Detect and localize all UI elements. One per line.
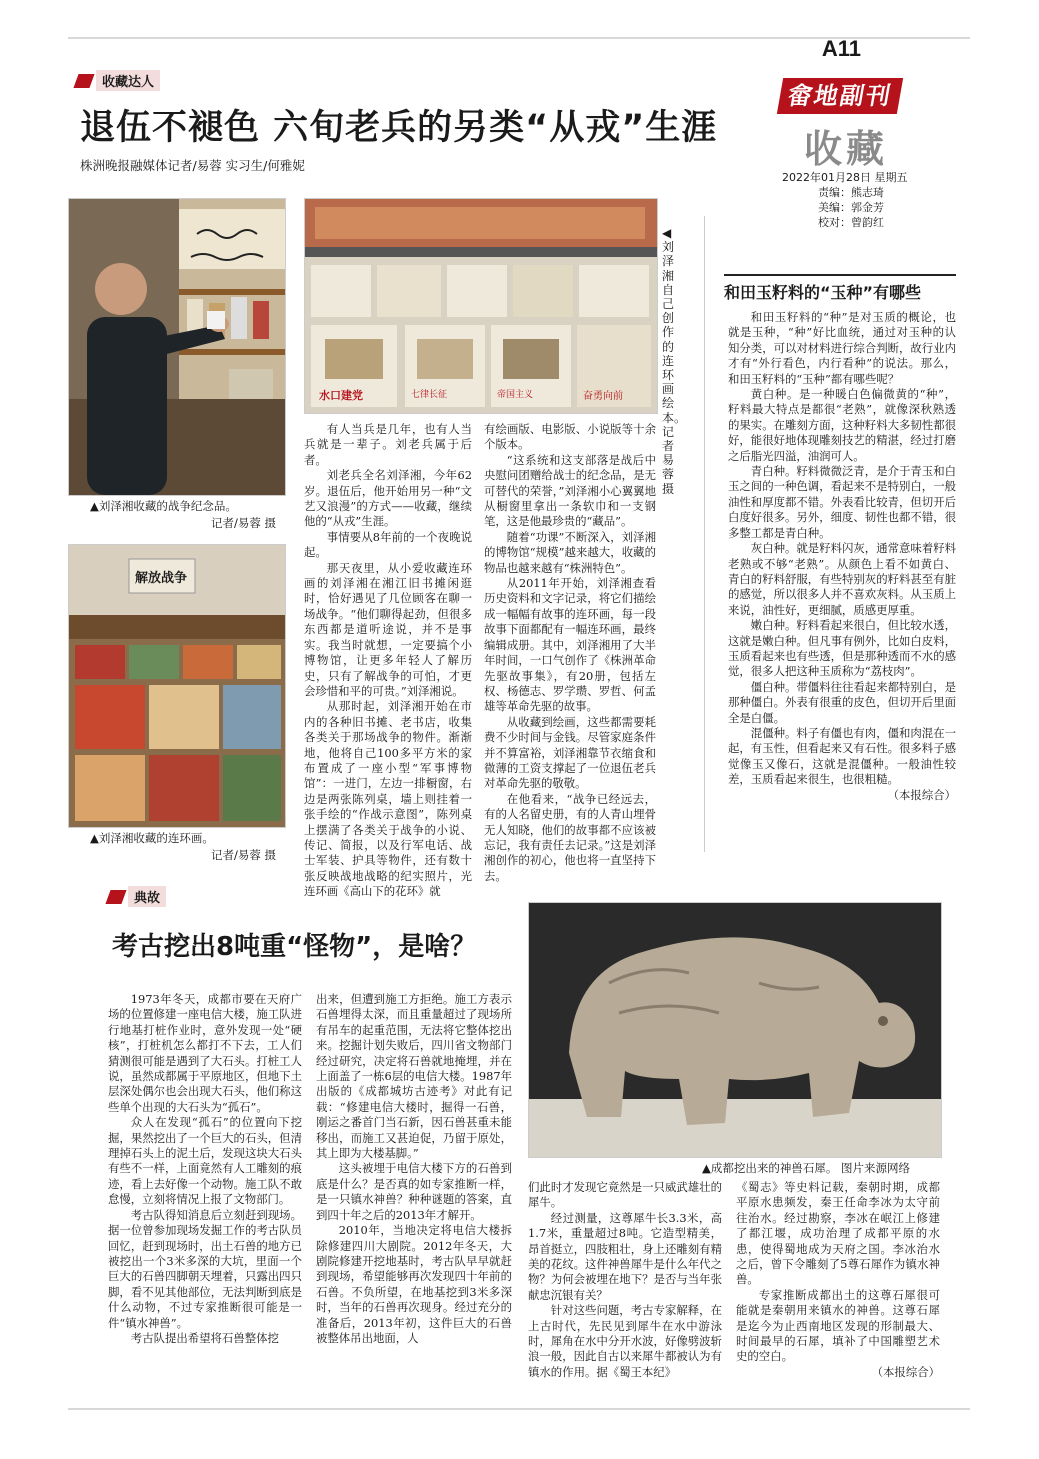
proofreader: 校对：曾韵红 bbox=[818, 216, 884, 229]
comic-sign-2: 七律长征 bbox=[411, 390, 448, 400]
paragraph: 从2011年开始，刘泽湘查看历史资料和文字记录，将它们描绘成一幅幅有故事的连环画，每一段故事下面都配有一幅连环画，最终编辑成册。其中，刘泽湘用了大半年时间，一口气创作了《株洲革命先驱故事集》，有20册，包括左权、杨德志、罗学瓒、罗哲、何孟雄等革命先驱的故事。 bbox=[484, 576, 656, 714]
editor: 责编：熊志琦 bbox=[818, 186, 884, 199]
story1-column-2 bbox=[484, 422, 656, 883]
paragraph: 2010年，当地决定将电信大楼拆除修建四川大剧院。2012年冬天，大剧院修建开挖地基时，考古队早早就赶到现场，希望能够再次发现四十年前的石兽。不负所望，在地基挖到3米多深时，当年的石兽再次现身。经过充分的准备后，2013年初，这件巨大的石兽被整体吊出地面，人 bbox=[316, 1223, 512, 1345]
paragraph: 灰白种。就是籽料闪灰，通常意味着籽料老熟或不够“老熟”。从颜色上看不如黄白、青白的籽料舒服，有些特别灰的籽料甚至有脏的感觉，所以很多人并不喜欢灰料。从玉质上来说，油性好，更细腻，质感更厚重。 bbox=[728, 541, 956, 617]
paragraph: （本报综合） bbox=[871, 1364, 940, 1379]
date-line: 2022年01月28日 星期五 bbox=[782, 171, 908, 184]
paragraph: 针对这些问题，考古专家解释，在上古时代，先民见到犀牛在水中游泳时，犀角在水中分开水波，好像劈波斩浪一般，因此自古以来犀牛都被认为有镇水的作用。据《蜀王本纪》 bbox=[528, 1303, 722, 1379]
paragraph: 众人在发现“孤石”的位置向下挖掘，果然挖出了一个巨大的石头，但清理掉石头上的泥土后，发现这块大石头有些不一样，上面竟然有人工雕刻的痕迹，看上去好像一个动物。施工队不敢怠慢，立刻将情况上报了文物部门。 bbox=[108, 1115, 302, 1207]
comic-sign-1: 水口建党 bbox=[319, 389, 363, 402]
paragraph: 有绘画版、电影版、小说版等十余个版本。 bbox=[484, 422, 656, 452]
paragraph: 经过测量，这尊犀牛长3.3米，高1.7米，重量超过8吨。它造型精美，昂首挺立，四肢粗壮，身上还雕刻有精美的花纹。这件神兽犀牛是什么年代之物？为何会被埋在地下？是否与当年张献忠沉银有关？ bbox=[528, 1210, 722, 1302]
paragraph: 在他看来，“战争已经远去，有的人名留史册，有的人青山埋骨无人知晓，他们的故事都不应该被忘记，我有责任去记录。”这是刘泽湘创作的初心，他也将一直坚持下去。 bbox=[484, 791, 656, 883]
paragraph: （本报综合） bbox=[887, 787, 956, 802]
story2-column-1 bbox=[108, 992, 302, 1392]
story1-kicker: 收藏达人 bbox=[76, 70, 160, 91]
paragraph: 出来，但遭到施工方拒绝。施工方表示石兽埋得太深，而且重量超过了现场所有吊车的起重范围，无法将它整体挖出来。挖掘计划失败后，四川省文物部门经过研究，决定将石兽就地掩埋，并在上面盖了一栋6层的电信大楼。1987年出版的《成都城坊古迹考》对此有记载：“修建电信大楼时，掘得一石兽，刚运之番首门当石新，因石兽甚重未能移出，而施工又甚迫促，乃留于原处，其上即为大楼基脚。” bbox=[316, 992, 512, 1161]
paragraph: 们此时才发现它竟然是一只威武雄壮的犀牛。 bbox=[528, 1180, 722, 1210]
story2-kicker: 典故 bbox=[108, 886, 166, 907]
photo-rhino-caption: ▲成都挖出来的神兽石犀。 图片来源网络 bbox=[702, 1161, 910, 1175]
story2-column-4 bbox=[736, 1180, 940, 1392]
section-title: 收藏 bbox=[804, 126, 889, 171]
paragraph: 从收藏到绘画，这些都需要耗费不少时间与金钱。尽管家庭条件并不算富裕，刘泽湘靠节衣缩食和微薄的工资支撑起了一位退伍老兵对革命先驱的敬敬。 bbox=[484, 714, 656, 791]
photo-stone-rhino bbox=[528, 902, 942, 1158]
paragraph: 混僵种。料子有僵也有肉，僵和肉混在一起，有玉性，但看起来又有石性。很多料子感觉像玉又像石，这就是混僵种。一般油性较差，玉质看起来很生，也很粗糙。 bbox=[728, 725, 956, 787]
photo-collector bbox=[68, 198, 286, 496]
sidebar-title: 和田玉籽料的“玉种”有哪些 bbox=[724, 274, 956, 303]
comic-sign-4: 奋勇向前 bbox=[583, 391, 623, 402]
brand-logo: 畲地副刊 bbox=[777, 78, 903, 114]
paragraph: 考古队得知消息后立刻赶到现场。据一位曾参加现场发掘工作的考古队员回忆，赶到现场时，出土石兽的地方已被挖出一个3米多深的大坑，里面一个巨大的石兽四脚朝天埋着，只露出四只脚，看不见其他部位，无法判断到底是什么动物，不过专家推断很可能是一件“镇水神兽”。 bbox=[108, 1207, 302, 1330]
paragraph: 青白种。籽料微微泛青，是介于青玉和白玉之间的一种色调，看起来不是特别白，一般油性和厚度都不错。外表看比较青，但切开后白度好很多。另外，细度、韧性也都不错，很多整工都是青白种。 bbox=[728, 464, 956, 540]
story1-byline: 株洲晚报融媒体记者/易蓉 实习生/何雅妮 bbox=[80, 158, 305, 173]
column-divider bbox=[704, 216, 705, 852]
story2-column-3 bbox=[528, 1180, 722, 1392]
photo1-caption: ▲刘泽湘收藏的战争纪念品。 记者/易蓉 摄 bbox=[90, 499, 276, 530]
paragraph: 专家推断成都出土的这尊石犀很可能就是秦朝用来镇水的神兽。这尊石犀是迄今为止西南地区发现的形制最大、时间最早的石犀，填补了中国雕塑艺术史的空白。 bbox=[736, 1287, 940, 1364]
paragraph: 随着“功课”不断深入，刘泽湘的博物馆“规模”越来越大，收藏的物品也越来越有“株洲特色”。 bbox=[484, 529, 656, 575]
bottom-rule bbox=[68, 1408, 970, 1410]
editor-info bbox=[782, 170, 952, 230]
paragraph: 和田玉籽料的“种”是对玉质的概论，也就是玉种，“种”好比血统，通过对玉种的认知分类，可以对材料进行综合判断，故行业内才有“外行看色，内行看种”的说法。那么，和田玉籽料的“玉种”都有哪些呢？ bbox=[728, 310, 956, 386]
story1-headline: 退伍不褪色 六旬老兵的另类“从戎”生涯 bbox=[80, 108, 718, 148]
paragraph: 刘老兵全名刘泽湘，今年62岁。退伍后，他开始用另一种“文艺又浪漫”的方式——收藏，继续他的“从戎”生涯。 bbox=[304, 468, 472, 529]
photo2-caption: ▲刘泽湘收藏的连环画。 记者/易蓉 摄 bbox=[90, 831, 276, 862]
paragraph: 嫩白种。籽料看起来很白，但比较水透，这就是嫩白种。但凡事有例外，比如白皮料，玉质看起来也有些透，但是那种透而不水的感觉，很多人把这种玉质称为“荔枝肉”。 bbox=[728, 618, 956, 679]
photo-self-comics bbox=[304, 198, 658, 414]
paragraph: 黄白种。是一种暖白色偏微黄的“种”，籽料最大特点是都很“老熟”，就像深秋熟透的果实。在雕刻方面，这种籽料大多韧性都很好，能很好地体现雕刻技艺的精湛，经过打磨之后脂光四溢，油润可人。 bbox=[728, 387, 956, 463]
comic-sign-3: 帝国主义 bbox=[497, 390, 534, 400]
paragraph: 这头被埋于电信大楼下方的石兽到底是什么？是否真的如专家推断一样，是一只镇水神兽？种种谜题的答案，直到四十年之后的2013年才解开。 bbox=[316, 1161, 512, 1222]
story1-column-1 bbox=[304, 422, 472, 899]
story2-column-2 bbox=[316, 992, 512, 1392]
photo3-caption: ◀刘泽湘自己创作的连环画绘本。记者易蓉摄 bbox=[662, 226, 687, 496]
sidebar-body bbox=[728, 310, 956, 858]
paragraph: 僵白种。带僵料往往看起来都特别白，是那种僵白。外表有很重的皮色，但切开后里面全是白僵。 bbox=[728, 679, 956, 725]
paragraph: 有人当兵是几年，也有人当兵就是一辈子。刘老兵属于后者。 bbox=[304, 422, 472, 467]
paragraph: “这系统和这支部落是战后中央慰问团赠给战士的纪念品，是无可替代的荣誉，”刘泽湘小心翼翼地从橱窗里拿出一条软巾和一支钢笔，这是他最珍贵的“藏品”。 bbox=[484, 452, 656, 529]
paragraph: 从那时起，刘泽湘开始在市内的各种旧书摊、老书店，收集各类关于那场战争的物件。渐渐地，他将自己100多平方米的家布置成了一座小型“军事博物馆”：一进门，左边一排橱窗，右边是两张陈列桌，墙上则挂着一张手绘的“作战示意图”，陈列桌上摆满了各类关于战争的小说、传记、简报，以及行军电话、战士军装、护具等物件，还有数十张反映战地战略的纪实照片，光连环画《高山下的花环》就 bbox=[304, 699, 472, 899]
story2-headline: 考古挖出8吨重“怪物”，是啥？ bbox=[112, 932, 477, 962]
paragraph: 1973年冬天，成都市要在天府广场的位置修建一座电信大楼，施工队进行地基打桩作业时，意外发现一处“硬核”，打桩机怎么都打不下去，工人们猜测很可能是遇到了大石头。打桩工人说，虽然成都属于平原地区，但地下土层深处偶尔也会出现大石头，他们称这些单个出现的大石头为“孤石”。 bbox=[108, 992, 302, 1114]
photo2-sign: 解放战争 bbox=[135, 571, 188, 586]
kicker-mark-icon bbox=[105, 890, 126, 904]
photo-comic-books bbox=[68, 544, 286, 828]
paragraph: 《蜀志》等史料记载，秦朝时期，成都平原水患频发，秦王任命李冰为太守前往治水。经过勘察，李冰在岷江上修建了都江堰，成功治理了成都平原的水患，使得蜀地成为天府之国。李冰治水之后，曾下令雕刻了5尊石犀作为镇水神兽。 bbox=[736, 1180, 940, 1287]
page-number: A11 bbox=[821, 36, 861, 61]
paragraph: 考古队提出希望将石兽整体挖 bbox=[130, 1330, 279, 1345]
paragraph: 那天夜里，从小爱收藏连环画的刘泽湘在湘江旧书摊闲逛时，恰好遇见了几位顾客在聊一场战争。“他们聊得起劲，但很多东西都是道听途说，并不是事实。我当时就想，一定要搞个小博物馆，让更多年轻人了解历史，只有了解战争的可怕，才更会珍惜和平的可贵。”刘泽湘说。 bbox=[304, 560, 472, 698]
kicker-mark-icon bbox=[73, 74, 94, 88]
paragraph: 事情要从8年前的一个夜晚说起。 bbox=[304, 529, 472, 560]
designer: 美编：郭金芳 bbox=[818, 201, 884, 214]
